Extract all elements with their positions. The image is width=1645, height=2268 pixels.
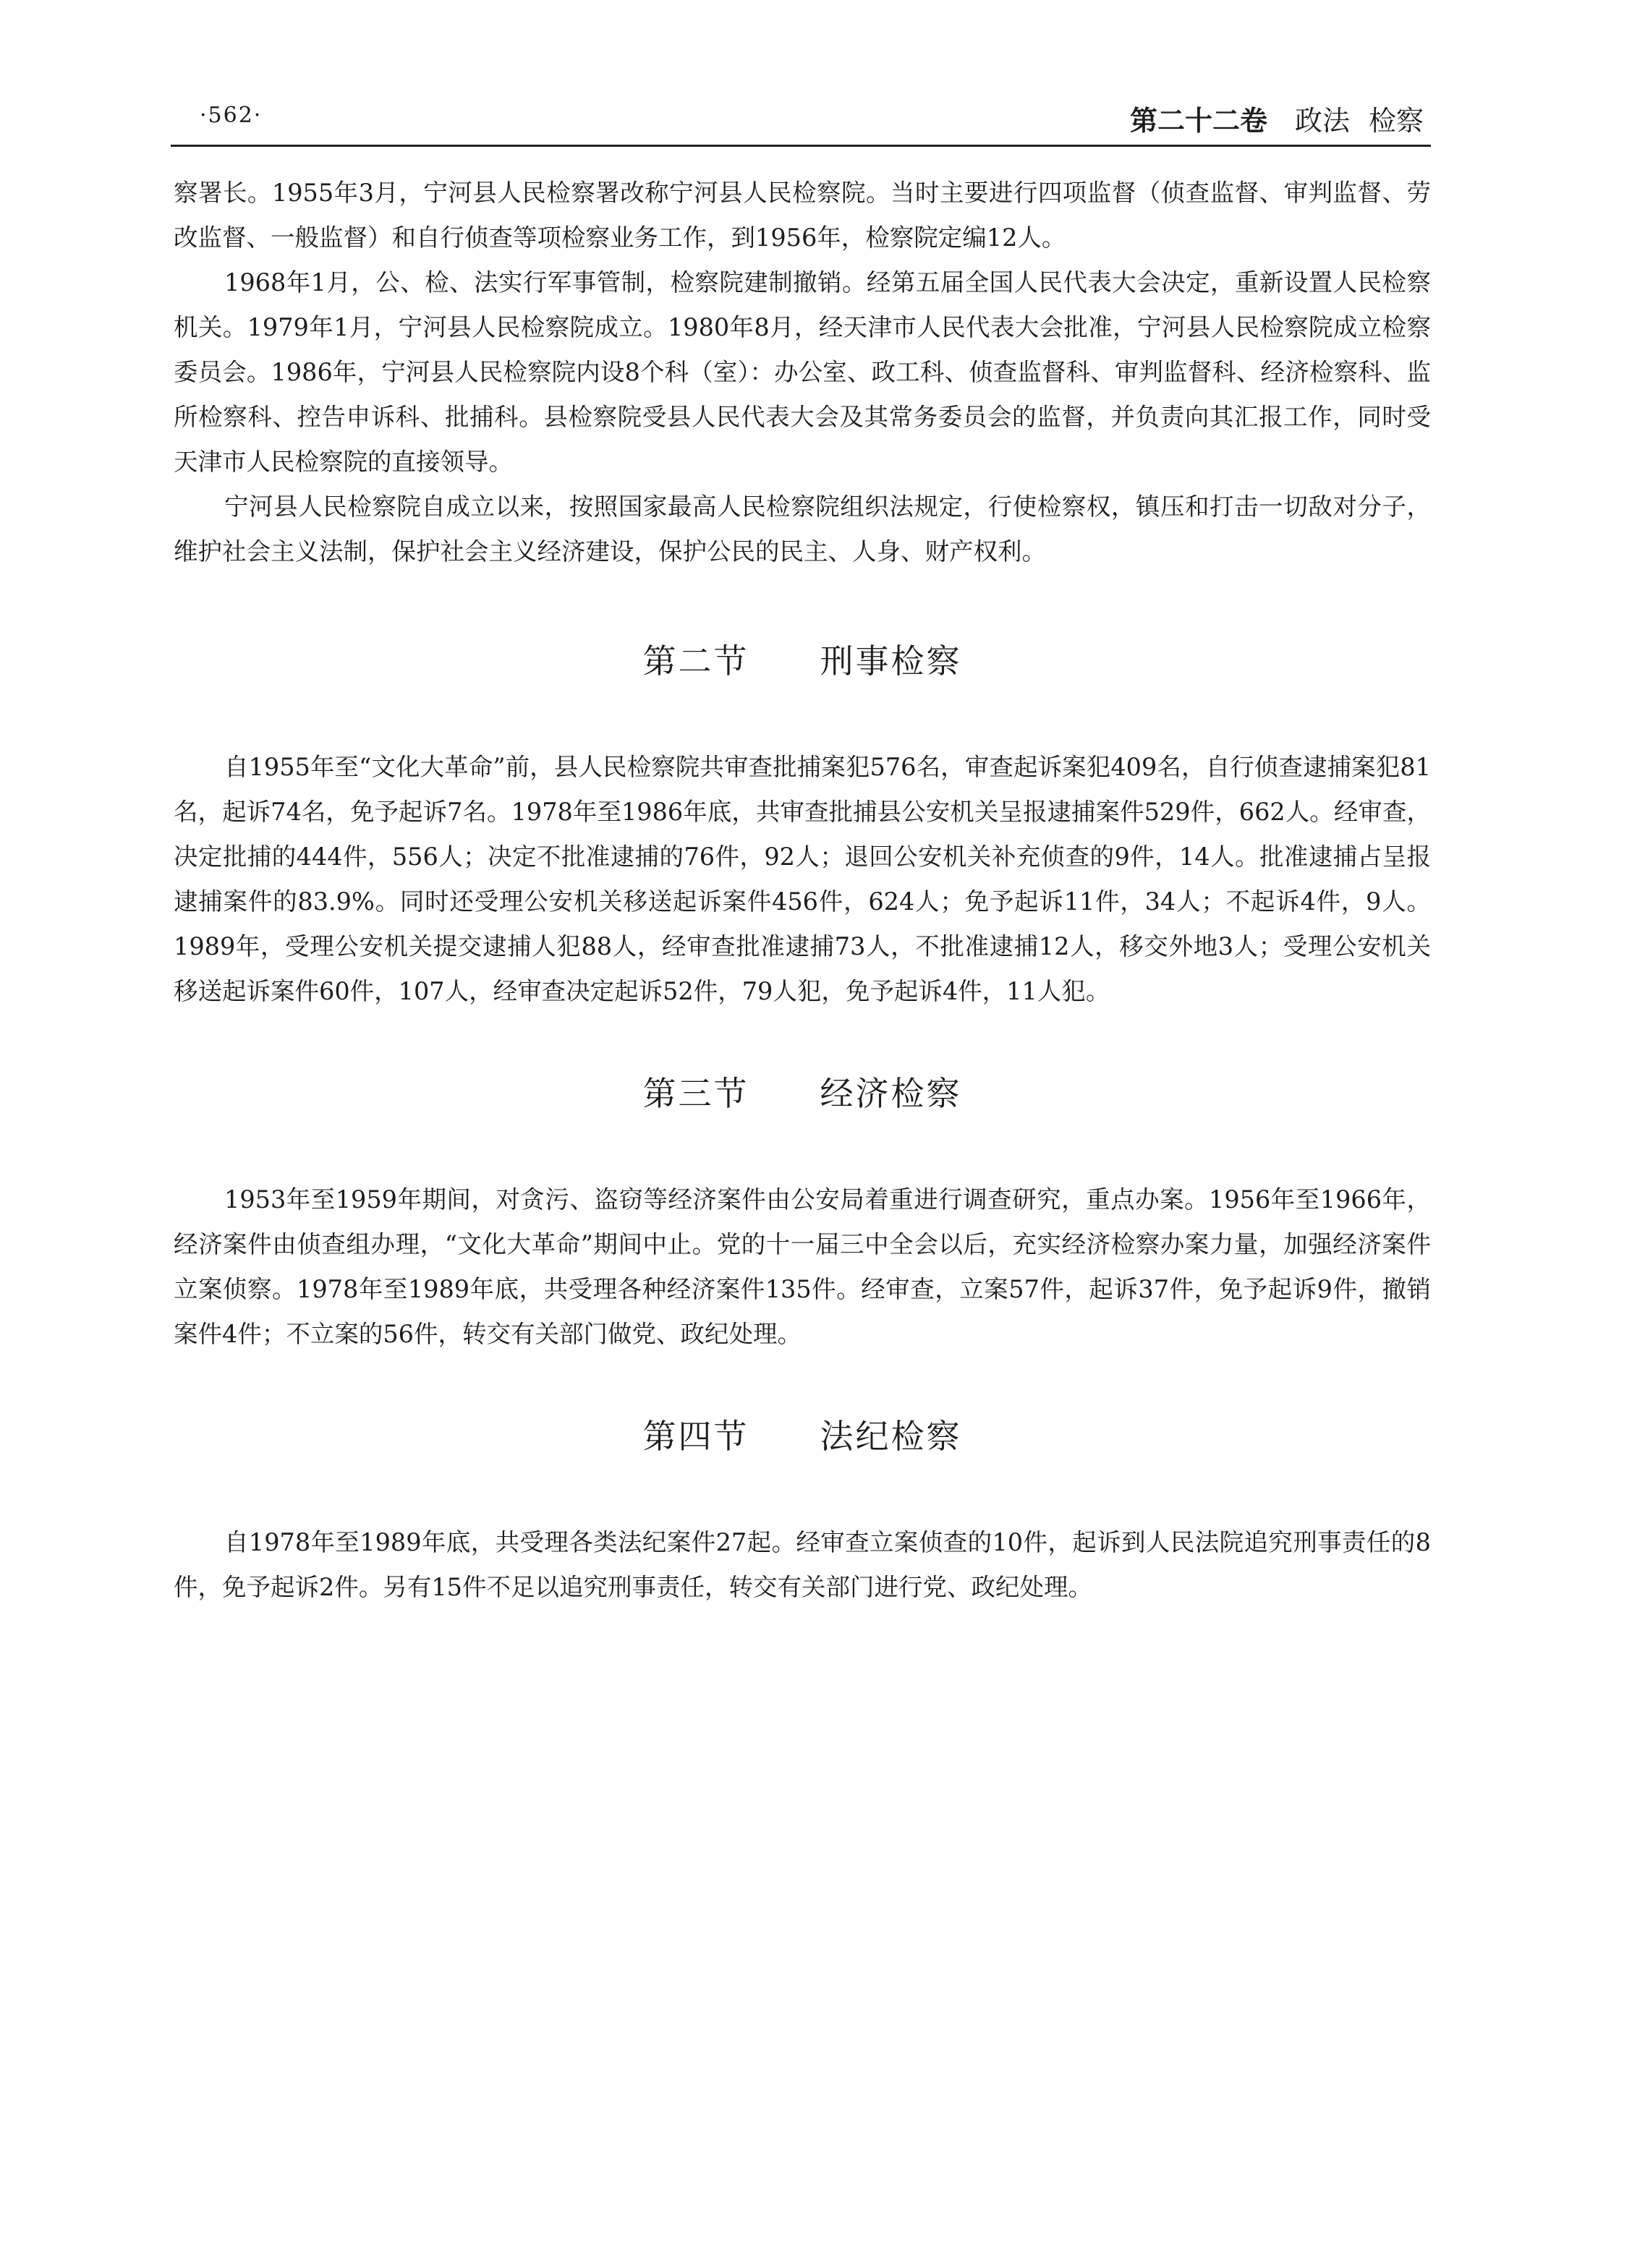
page-number: ·562· [200, 103, 263, 128]
subsection-label: 检察 [1368, 105, 1424, 137]
running-head [1130, 98, 1424, 138]
paragraph-discipline: 自1978年至1989年底，共受理各类法纪案件27起。经审查立案侦查的10件，起诉到人民法院追究刑事责任的8件，免予起诉2件。另有15件不足以追究刑事责任，转交有关部门进行党、政纪处理。 [174, 1528, 1431, 1601]
section-label: 政法 [1294, 105, 1350, 137]
section-title-discipline: 第四节 法纪检察 [642, 1417, 962, 1456]
section-title-economic: 第三节 经济检察 [642, 1074, 962, 1113]
volume-label: 第二十二卷 [1129, 105, 1267, 137]
paragraph-intro-2: 1968年1月，公、检、法实行军事管制，检察院建制撤销。经第五届全国人民代表大会决定，重新设置人民检察机关。1979年1月，宁河县人民检察院成立。1980年8月，经天津市人民代表大会批准，宁河县人民检察院成立检察委员会。1986年，宁河县人民检察院内设8个科（室）：办公室、政工科、侦查监督科、审判监督科、经济检察科、监所检察科、控告申诉科、批捕科。县检察院受县人民代表大会及其常务委员会的监督，并负责向其汇报工作，同时受天津市人民检察院的直接领导。 [174, 268, 1431, 476]
page-header [171, 91, 1431, 146]
header-rule [171, 145, 1431, 147]
paragraph-criminal: 自1955年至“文化大革命”前，县人民检察院共审查批捕案犯576名，审查起诉案犯409名，自行侦查逮捕案犯81名，起诉74名，免予起诉7名。1978年至1986年底，共审查批捕县公安机关呈报逮捕案件529件，662人。经审查，决定批捕的444件，556人；决定不批准逮捕的76件，92人；退回公安机关补充侦查的9件，14人。批准逮捕占呈报逮捕案件的83.9%。同时还受理公安机关移送起诉案件456件，624人；免予起诉11件，34人；不起诉4件，9人。1989年，受理公安机关提交逮捕人犯88人，经审查批准逮捕73人，不批准逮捕12人，移交外地3人；受理公安机关移送起诉案件60件，107人，经审查决定起诉52件，79人犯，免予起诉4件，11人犯。 [174, 753, 1431, 1005]
paragraph-economic: 1953年至1959年期间，对贪污、盗窃等经济案件由公安局着重进行调查研究，重点办案。1956年至1966年，经济案件由侦查组办理，“文化大革命”期间中止。党的十一届三中全会以后，充实经济检察办案力量，加强经济案件立案侦察。1978年至1989年底，共受理各种经济案件135件。经审查，立案57件，起诉37件，免予起诉9件，撤销案件4件；不立案的56件，转交有关部门做党、政纪处理。 [174, 1185, 1431, 1348]
section-title-criminal: 第二节 刑事检察 [642, 641, 962, 681]
paragraph-intro-1: 察署长。1955年3月，宁河县人民检察署改称宁河县人民检察院。当时主要进行四项监督（侦查监督、审判监督、劳改监督、一般监督）和自行侦查等项检察业务工作，到1956年，检察院定编12人。 [174, 179, 1431, 252]
paragraph-intro-3: 宁河县人民检察院自成立以来，按照国家最高人民检察院组织法规定，行使检察权，镇压和打击一切敌对分子，维护社会主义法制，保护社会主义经济建设，保护公民的民主、人身、财产权利。 [174, 493, 1431, 566]
page-body [174, 171, 1431, 1610]
